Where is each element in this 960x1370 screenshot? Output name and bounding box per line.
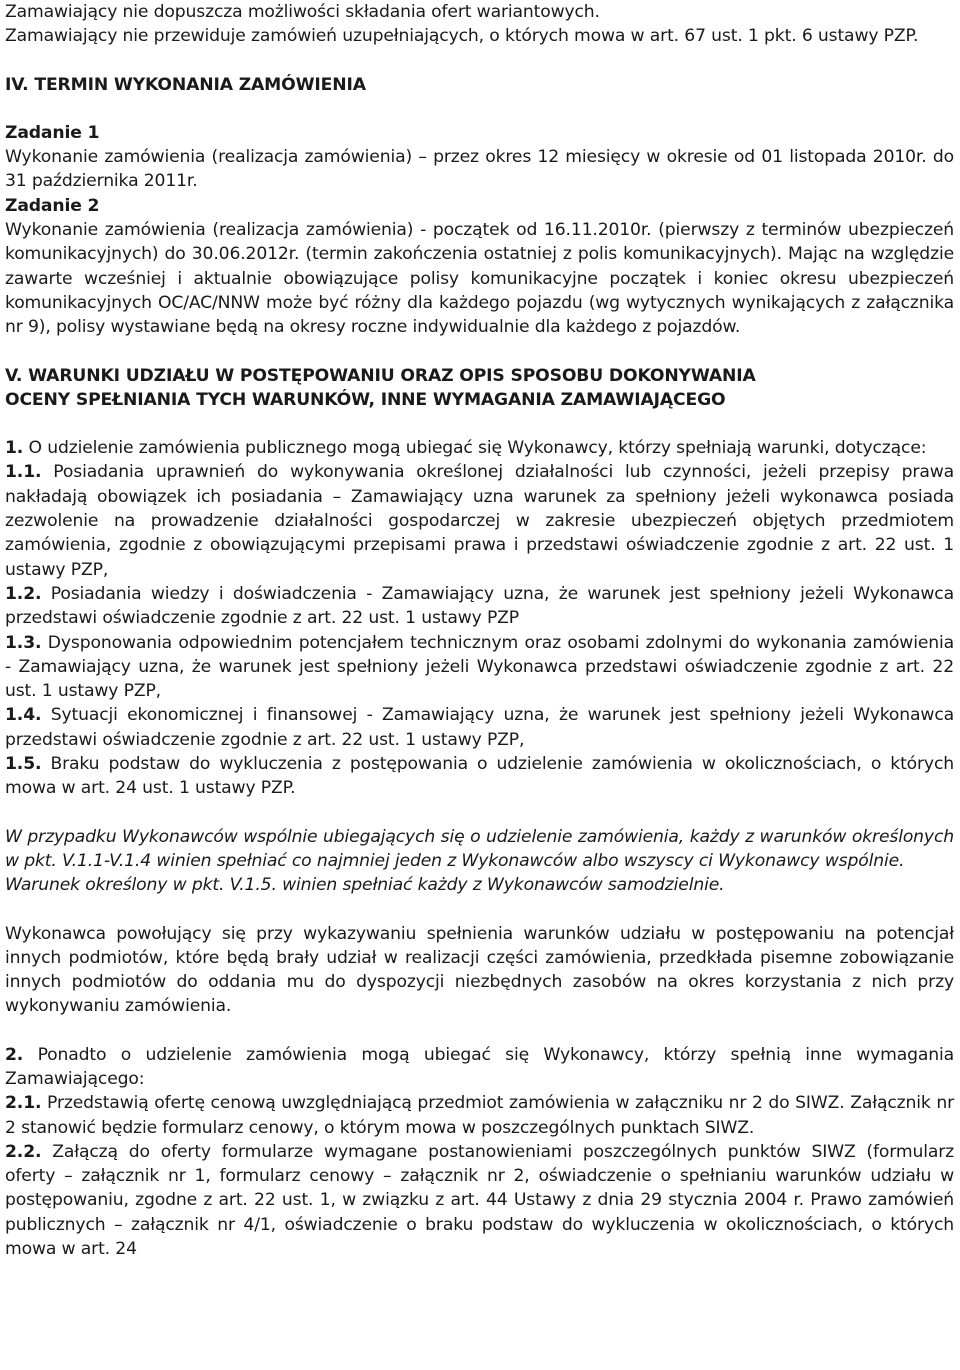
list-item — [5, 631, 954, 704]
paragraph-1-text: O udzielenie zamówienia publicznego mogą ubiegać się Wykonawcy, którzy spełniają warunki, dotyczące: — [23, 438, 927, 459]
item-number: 1.5. — [5, 754, 42, 775]
task-2-text: Wykonanie zamówienia (realizacja zamówienia) - początek od 16.11.2010r. (pierwszy z terminów ubezpieczeń komunikacyjnych) do 30.06.2012r. (termin zakończenia ostatniej z polis komunikacyjnych). Mając na względzie zawarte wcześniej i aktualnie obowiązujące polisy komunikacyjne początek i koniec okresu ubezpieczeń komunikacyjnych OC/AC/NNW może być różny dla każdego pojazdu (wg wytycznych wynikających z załącznika nr 9), polisy wystawiane będą na okresy roczne indywidualnie dla każdego z pojazdów. — [5, 220, 954, 338]
joint-bidders-note: W przypadku Wykonawców wspólnie ubiegających się o udzielenie zamówienia, każdy z warunków określonych w pkt. V.1.1-V.1.4 winien spełniać co najmniej jeden z Wykonawców albo wszyscy ci Wykonawcy wspólnie. — [5, 826, 954, 871]
item-text: Sytuacji ekonomicznej i finansowej - Zamawiający uzna, że warunek jest spełniony jeżeli Wykonawca przedstawi oświadczenie zgodnie z art. 22 ust. 1 ustawy PZP, — [5, 705, 954, 750]
item-number: 1.2. — [5, 583, 42, 604]
item-text: Posiadania uprawnień do wykonywania określonej działalności lub czynności, jeżeli przepisy prawa nakładają obowiązek ich posiadania – Zamawiający uzna warunek za spełniony jeżeli wykonawca posiada zezwolenie na prowadzenie działalności gospodarczej w zakresie ubezpieczeń objętych przedmiotem zamówienia, zgodnie z obowiązującymi przepisami prawa i przedstawi oświadczenie zgodnie z art. 22 ust. 1 ustawy PZP, — [5, 462, 954, 580]
third-party-resources-paragraph: Wykonawca powołujący się przy wykazywaniu spełnienia warunków udziału w postępowaniu na potencjał innych podmiotów, które będą brały udział w realizacji części zamówienia, przedkłada pisemne zobowiązanie innych podmiotów do oddania mu do dyspozycji niezbędnych zasobów na okres korzystania z nich przy wykonywaniu zamówienia. — [5, 923, 954, 1017]
section-iv-heading: IV. TERMIN WYKONANIA ZAMÓWIENIA — [5, 74, 366, 95]
item-text: Załączą do oferty formularze wymagane postanowieniami poszczególnych punktów SIWZ (formularz oferty – załącznik nr 1, formularz cenowy – załącznik nr 2, oświadczenie o spełnianiu warunków udziału w postępowaniu, zgodne z art. 22 ust. 1, w związku z art. 44 Ustawy z dnia 29 stycznia 2004 r. Prawo zamówień publicznych – załącznik nr 4/1, oświadczenie o braku podstaw do wykluczenia w okolicznościach, o których mowa w art. 24 — [5, 1141, 954, 1260]
list-item — [5, 460, 954, 581]
list-item — [5, 1140, 954, 1261]
item-number: 1.1. — [5, 462, 42, 483]
section-v-heading-line1: V. WARUNKI UDZIAŁU W POSTĘPOWANIU ORAZ OPIS SPOSOBU DOKONYWANIA — [5, 365, 756, 386]
intro-variants: Zamawiający nie dopuszcza możliwości składania ofert wariantowych. — [5, 2, 600, 22]
task-1-text: Wykonanie zamówienia (realizacja zamówienia) – przez okres 12 miesięcy w okresie od 01 listopada 2010r. do 31 października 2011r. — [5, 147, 954, 192]
item-number: 2.2. — [5, 1141, 42, 1162]
list-item — [5, 582, 954, 631]
item-text: Przedstawią ofertę cenową uwzględniającą przedmiot zamówienia w załączniku nr 2 do SIWZ. Załącznik nr 2 stanowić będzie formularz cenowy, o którym mowa w poszczególnych punktach SIWZ. — [5, 1093, 954, 1138]
item-number: 1.3. — [5, 632, 42, 653]
paragraph-2-number: 2. — [5, 1044, 24, 1065]
exclusion-note: Warunek określony w pkt. V.1.5. winien spełniać każdy z Wykonawców samodzielnie. — [5, 875, 725, 896]
list-item — [5, 1091, 954, 1140]
paragraph-1 — [5, 436, 954, 460]
task-1-title: Zadanie 1 — [5, 122, 100, 143]
item-text: Dysponowania odpowiednim potencjałem technicznym oraz osobami zdolnymi do wykonania zamówienia - Zamawiający uzna, że warunek jest spełniony jeżeli Wykonawca przedstawi oświadczenie zgodnie z art. 22 ust. 1 ustawy PZP, — [5, 632, 954, 702]
list-item — [5, 703, 954, 752]
paragraph-2 — [5, 1043, 954, 1092]
list-item — [5, 752, 954, 801]
item-number: 2.1. — [5, 1093, 42, 1114]
item-text: Braku podstaw do wykluczenia z postępowania o udzielenie zamówienia w okolicznościach, o których mowa w art. 24 ust. 1 ustawy PZP. — [5, 754, 954, 799]
item-number: 1.4. — [5, 705, 42, 726]
intro-supplementary: Zamawiający nie przewiduje zamówień uzupełniających, o których mowa w art. 67 ust. 1 pkt. 6 ustawy PZP. — [5, 26, 919, 47]
task-2-title: Zadanie 2 — [5, 195, 100, 216]
item-text: Posiadania wiedzy i doświadczenia - Zamawiający uzna, że warunek jest spełniony jeżeli Wykonawca przedstawi oświadczenie zgodnie z art. 22 ust. 1 ustawy PZP — [5, 583, 954, 629]
paragraph-2-text: Ponadto o udzielenie zamówienia mogą ubiegać się Wykonawcy, którzy spełnią inne wymagania Zamawiającego: — [5, 1044, 954, 1089]
section-v-heading-line2: OCENY SPEŁNIANIA TYCH WARUNKÓW, INNE WYMAGANIA ZAMAWIAJĄCEGO — [5, 389, 726, 410]
paragraph-1-number: 1. — [5, 438, 24, 459]
